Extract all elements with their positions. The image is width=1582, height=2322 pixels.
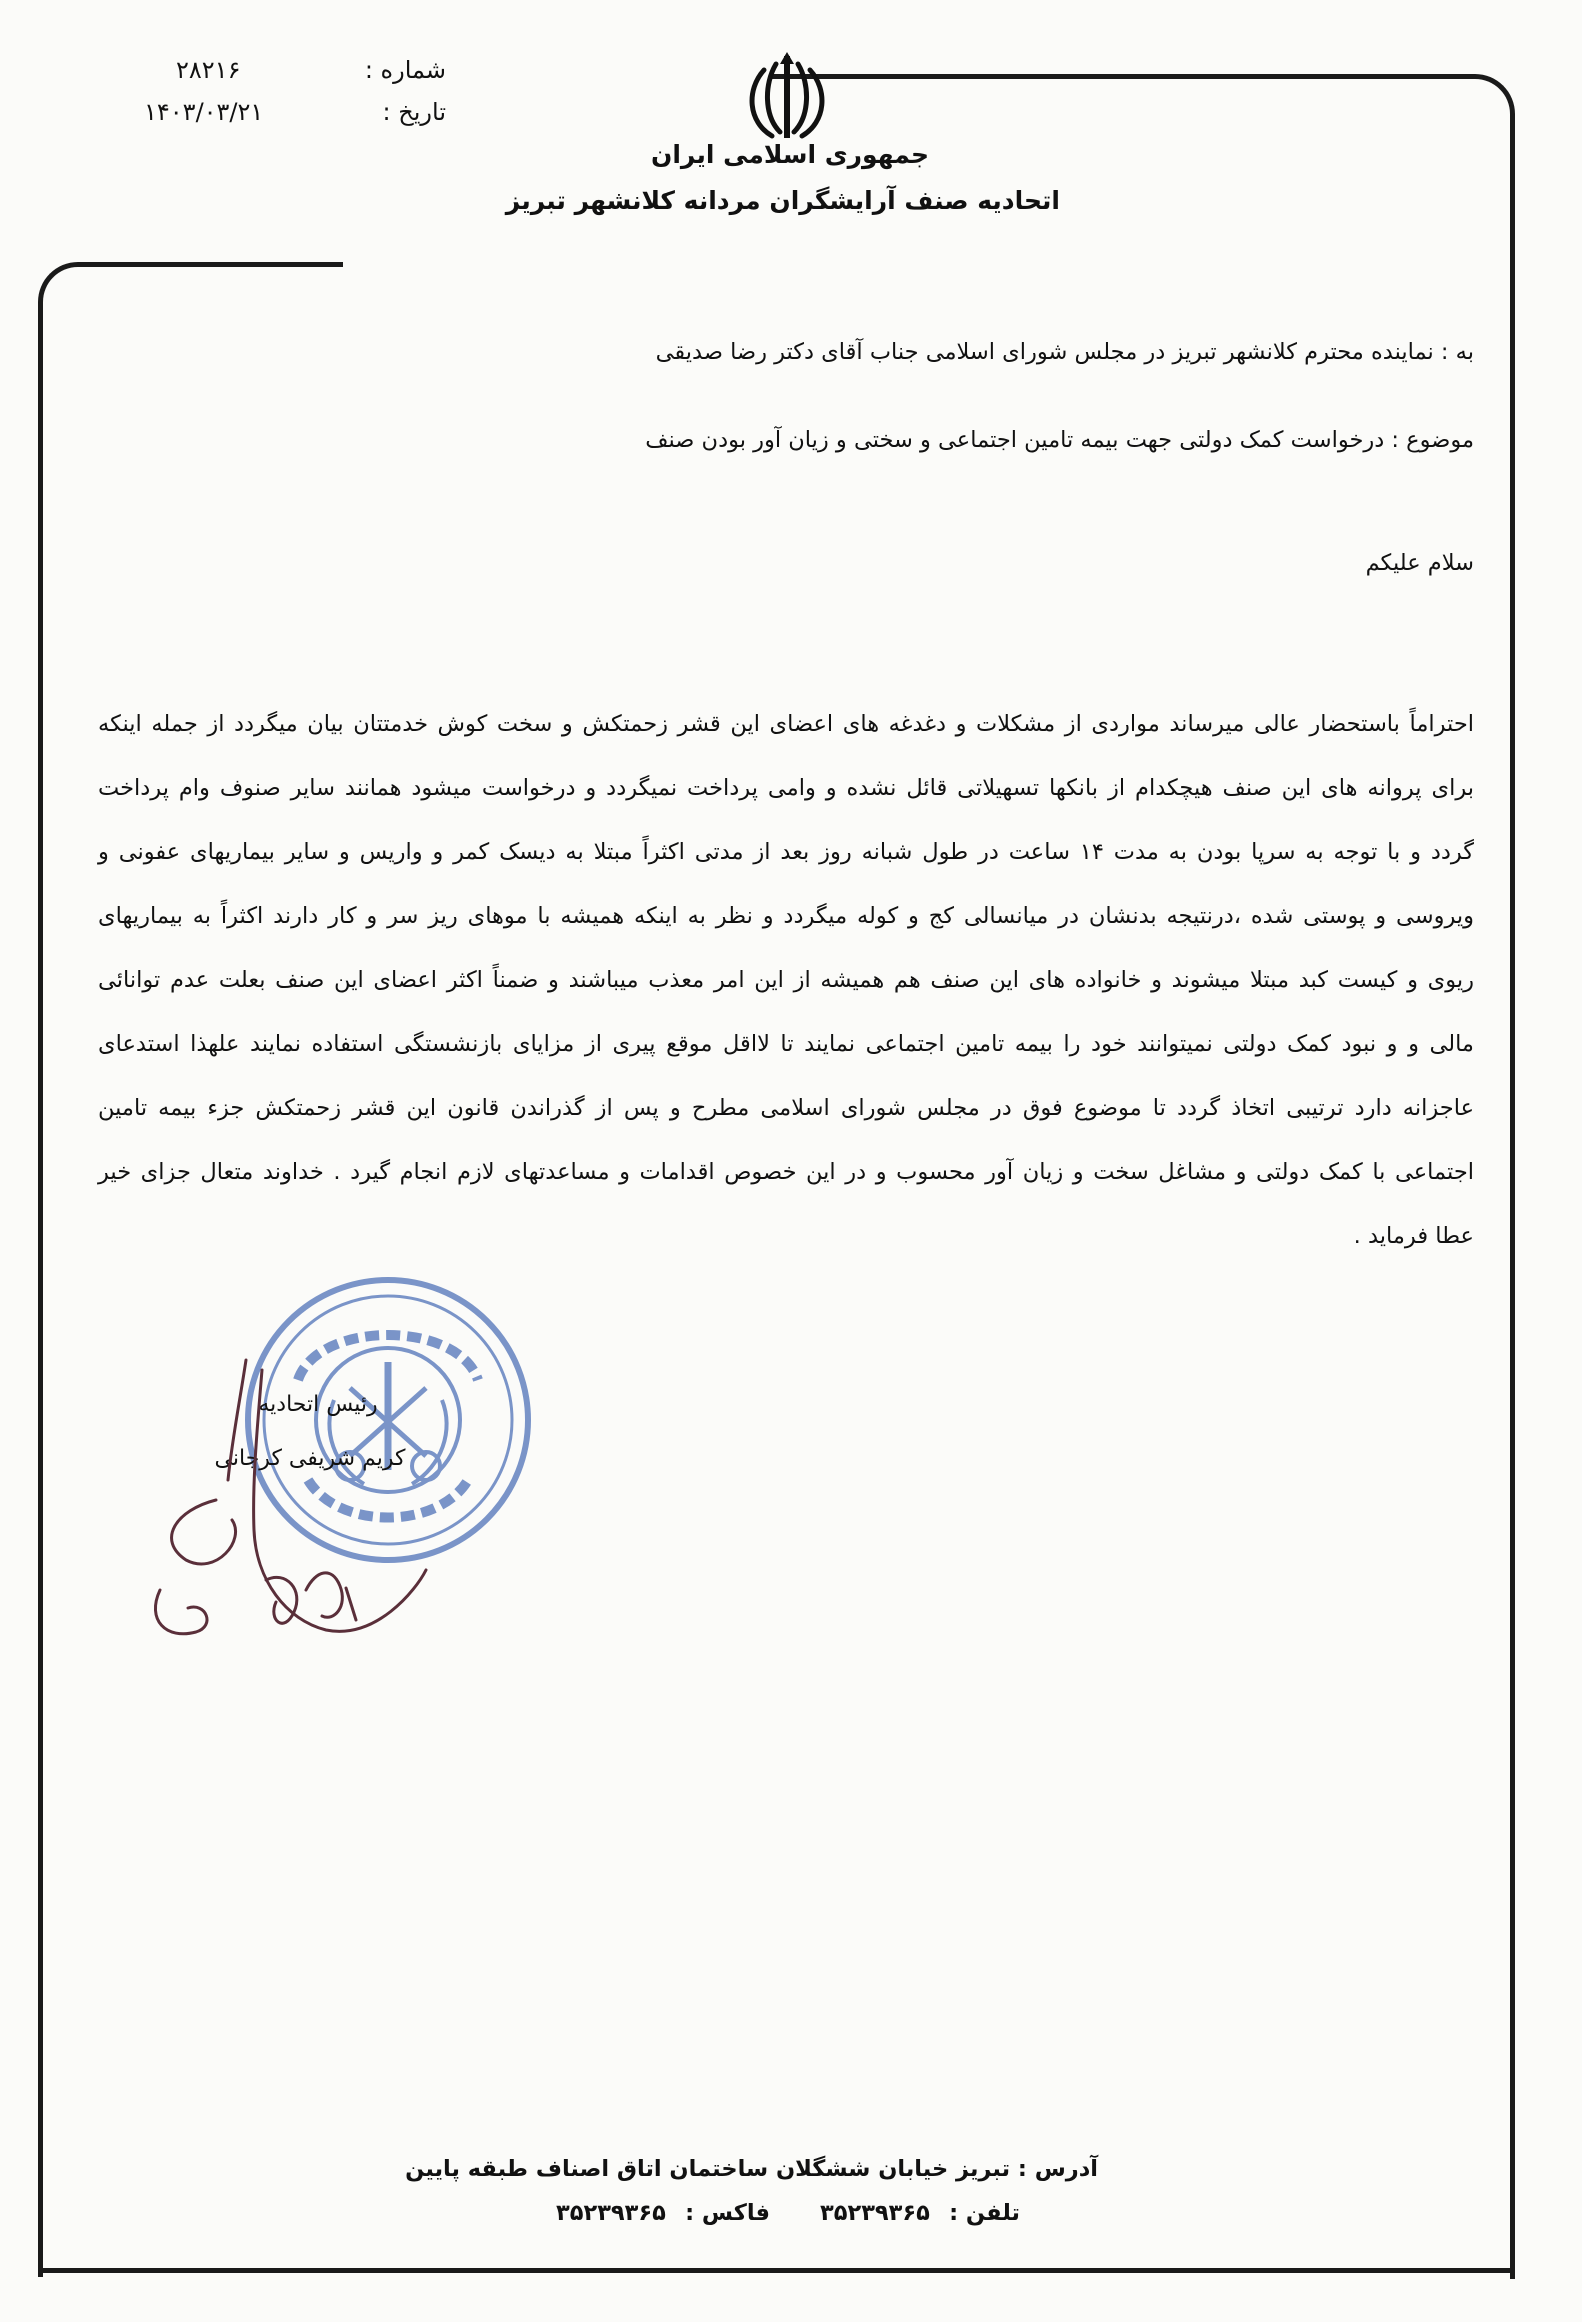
handwritten-signature-icon [136, 1340, 436, 1680]
country-name: جمهوری اسلامی ایران [651, 140, 929, 169]
body-line: مالی و و نبود کمک دولتی نمیتوانند خود را بیمه تامین اجتماعی نمایند تا لااقل موقع پیری از مزایای بازنشستگی استفاده نمایند علهذا استدعای [98, 1031, 1474, 1057]
body-line: ریوی و کیست کبد مبتلا میشوند و خانواده های این صنف هم همیشه از این امر معذب میباشند و ضمناً اکثر اعضای این صنف بعلت عدم توانائی [98, 967, 1474, 993]
signatory-name: کریم شریفی کرجانی [214, 1446, 406, 1471]
page-frame-bottom [38, 2268, 1512, 2273]
body-line: ویروسی و پوستی شده ،درنتیجه بدنشان در میانسالی کج و کوله میگردد و نظر به اینکه همیشه با موهای ریز سر و کار دارند اکثراً به بیماریهای [98, 903, 1474, 929]
fax-number: ۳۵۲۳۹۳۶۵ [556, 2200, 666, 2226]
number-label: شماره : [364, 56, 446, 84]
organization-name: اتحادیه صنف آرایشگران مردانه کلانشهر تبریز [505, 186, 1060, 215]
phone-label: تلفن : [949, 2200, 1020, 2226]
body-line: عاجزانه دارد ترتیبی اتخاذ گردد تا موضوع فوق در مجلس شورای اسلامی مطرح و پس از گذراندن قانون این قشر زحمتکش جزء بیمه تامین [98, 1095, 1474, 1121]
letter-body [98, 692, 1474, 1268]
body-line: عطا فرماید . [1353, 1223, 1474, 1249]
iran-emblem-icon [742, 50, 832, 150]
date-value: ۱۴۰۳/۰۳/۲۱ [144, 98, 264, 126]
greeting: سلام علیکم [1365, 550, 1474, 576]
phone-number: ۳۵۲۳۹۳۶۵ [820, 2200, 930, 2226]
subject-line: موضوع : درخواست کمک دولتی جهت بیمه تامین اجتماعی و سختی و زیان آور بودن صنف [645, 427, 1474, 453]
address-line: آدرس : تبریز خیابان ششگلان ساختمان اتاق اصناف طبقه پایین [405, 2156, 1098, 2182]
body-line: گردد و با توجه به سرپا بودن به مدت ۱۴ ساعت در طول شبانه روز بعد از مدتی اکثراً مبتلا به دیسک کمر و واریس و سایر بیماریهای عفونی و [98, 839, 1474, 865]
number-value: ۲۸۲۱۶ [176, 56, 241, 84]
recipient-line: به : نماینده محترم کلانشهر تبریز در مجلس شورای اسلامی جناب آقای دکتر رضا صدیقی [655, 339, 1474, 365]
fax-label: فاکس : [685, 2200, 770, 2226]
signatory-title: رئیس اتحادیه [258, 1392, 378, 1417]
date-label: تاریخ : [382, 98, 446, 126]
body-line: برای پروانه های این صنف هیچکدام از بانکها تسهیلاتی قائل نشده و وامی پرداخت نمیگردد و درخواست میشود همانند سایر صنوف وام پرداخت [98, 775, 1474, 801]
body-line: احتراماً باستحضار عالی میرساند مواردی از مشکلات و دغدغه های اعضای این قشر زحمتکش و سخت کوش خدمتتان بیان میگردد از جمله اینکه [98, 711, 1474, 737]
body-line: اجتماعی با کمک دولتی و مشاغل سخت و زیان آور محسوب و در این خصوص اقدامات و مساعدتهای لازم انجام گیرد . خداوند متعال جزای خیر [98, 1159, 1474, 1185]
